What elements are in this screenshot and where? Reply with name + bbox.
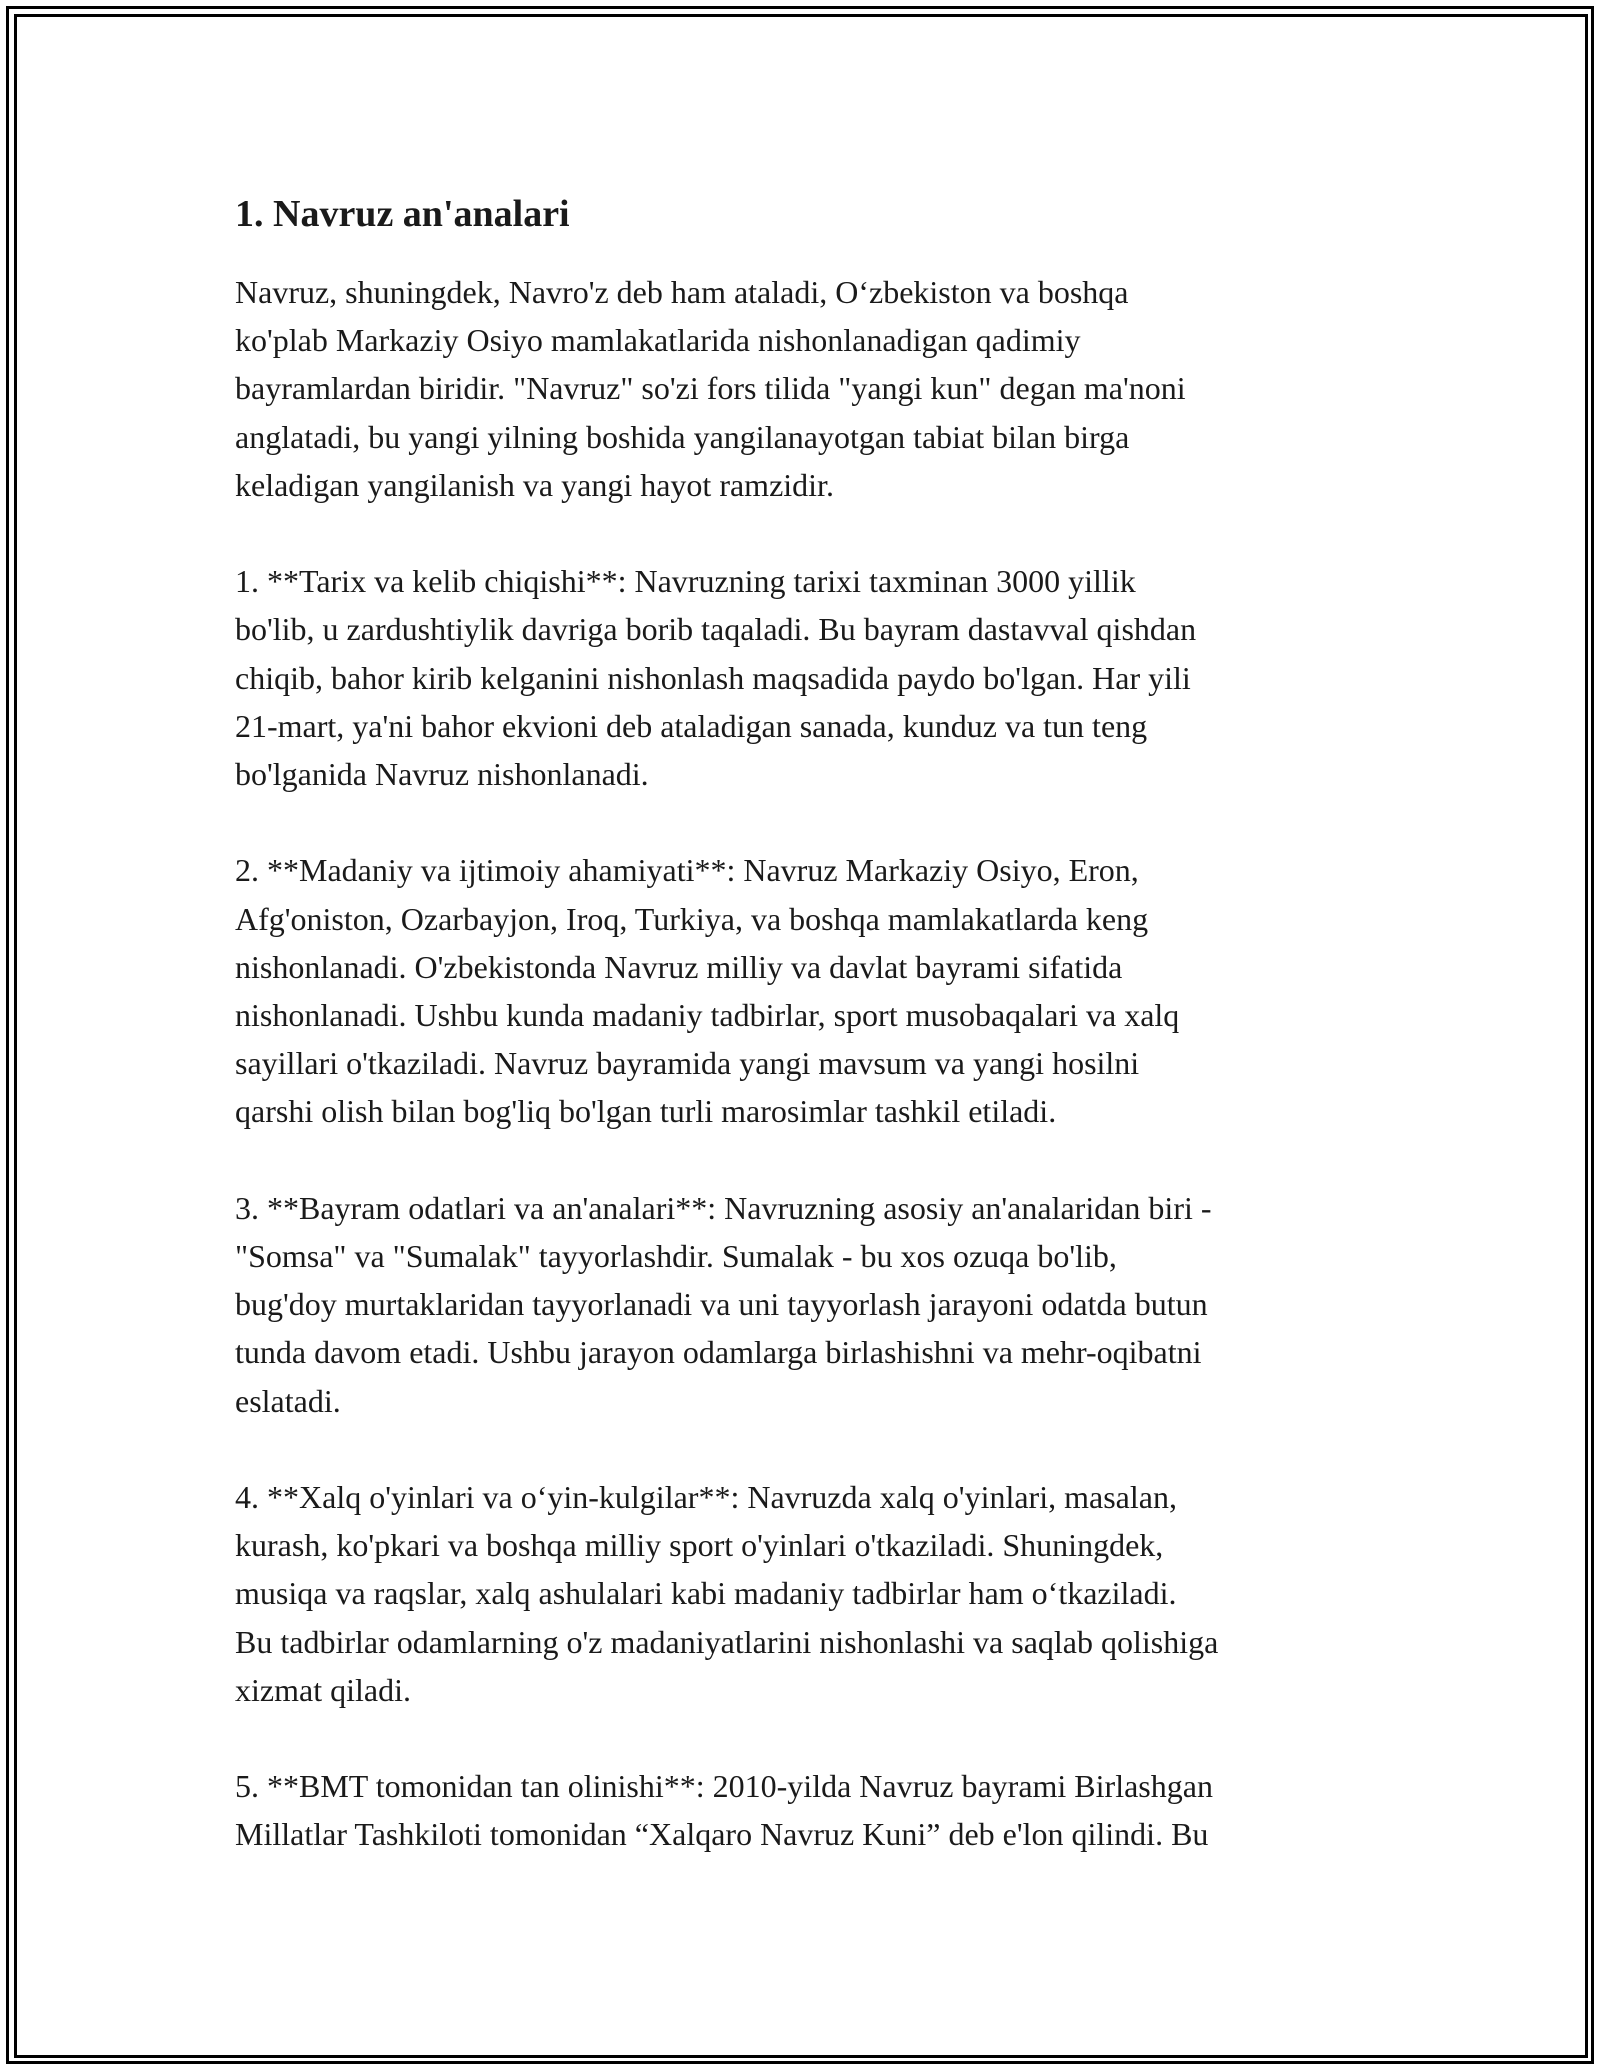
cultural-significance-paragraph: 2. **Madaniy va ijtimoiy ahamiyati**: Navruz Markaziy Osiyo, Eron, Afg'oniston, Ozarbayjon, Iroq, Turkiya, va boshqa mamlakatlarda keng nishonlanadi. O'zbekistonda Navruz milliy va davlat bayrami sifatida nishonlanadi. Ushbu kunda madaniy tadbirlar, sport musobaqalari va xalq sayillari o'tkaziladi. Navruz bayramida yangi mavsum va yangi hosilni qarshi olish bilan bog'liq bo'lgan turli marosimlar tashkil etiladi. [235, 852, 1180, 1130]
document-title: 1. Navruz an'analari [235, 193, 570, 235]
customs-paragraph: 3. **Bayram odatlari va an'analari**: Navruzning asosiy an'analaridan biri - "Somsa" va "Sumalak" tayyorlashdir. Sumalak - bu xos ozuqa bo'lib, bug'doy murtaklaridan tayyorlanadi va uni tayyorlash jarayoni odatda butun tunda davom etadi. Ushbu jarayon odamlarga birlashishni va mehr-oqibatni eslatadi. [235, 1189, 1212, 1419]
history-paragraph: 1. **Tarix va kelib chiqishi**: Navruzning tarixi taxminan 3000 yillik bo'lib, u zardushtiylik davriga borib taqaladi. Bu bayram dastavval qishdan chiqib, bahor kirib kelganini nishonlash maqsadida paydo bo'lgan. Har yili 21-mart, ya'ni bahor ekvioni deb ataladigan sanada, kunduz va tun teng bo'lganida Navruz nishonlanadi. [235, 563, 1197, 793]
un-recognition-paragraph: 5. **BMT tomonidan tan olinishi**: 2010-yilda Navruz bayrami Birlashgan Millatlar Tashkiloti tomonidan “Xalqaro Navruz Kuni” deb e'lon qilindi. Bu [235, 1768, 1213, 1853]
document-body [235, 186, 1375, 1907]
intro-paragraph: Navruz, shuningdek, Navro'z deb ham ataladi, O‘zbekiston va boshqa ko'plab Markaziy Osiyo mamlakatlarida nishonlanadigan qadimiy bayramlardan biridir. "Navruz" so'zi fors tilida "yangi kun" degan ma'noni anglatadi, bu yangi yilning boshida yangilanayotgan tabiat bilan birga keladigan yangilanish va yangi hayot ramzidir. [235, 274, 1186, 503]
folk-games-paragraph: 4. **Xalq o'yinlari va o‘yin-kulgilar**: Navruzda xalq o'yinlari, masalan, kurash, ko'pkari va boshqa milliy sport o'yinlari o'tkaziladi. Shuningdek, musiqa va raqslar, xalq ashulalari kabi madaniy tadbirlar ham o‘tkaziladi. Bu tadbirlar odamlarning o'z madaniyatlarini nishonlashi va saqlab qolishiga xizmat qiladi. [235, 1479, 1219, 1708]
